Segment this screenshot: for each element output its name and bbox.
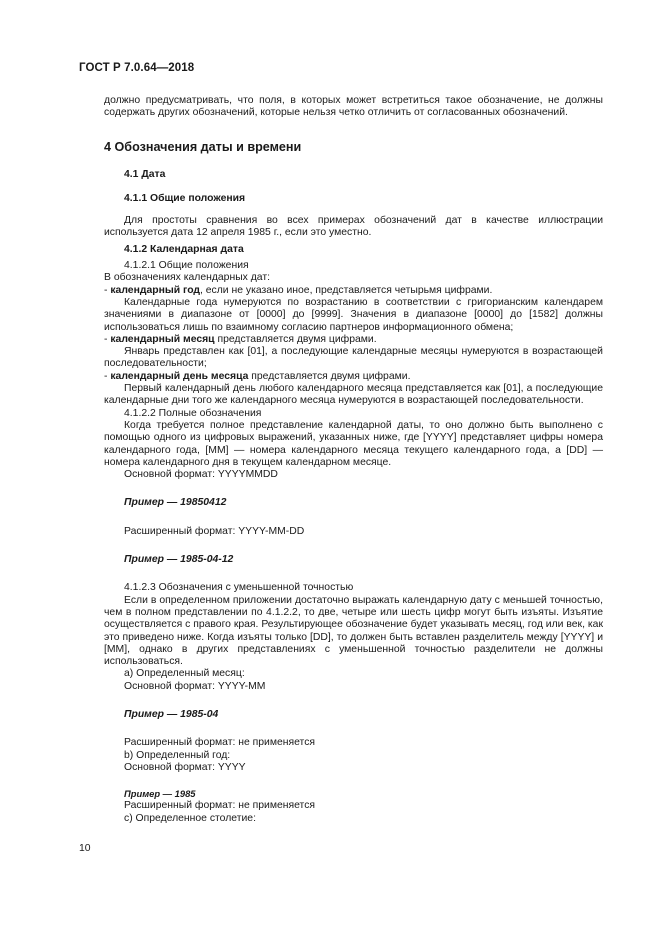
paragraph-january: Январь представлен как [01], а последующие календарные месяцы нумеруются в возрастающей последовательности;	[104, 346, 603, 370]
subsection-4-1-1: 4.1.1 Общие положения	[124, 192, 246, 204]
section-title: 4 Обозначения даты и времени	[104, 139, 302, 154]
subsection-4-1-2: 4.1.2 Календарная дата	[124, 243, 244, 255]
item-b: b) Определенный год:	[124, 749, 231, 761]
term-rest: , если не указано иное, представляется четырьмя цифрами.	[200, 284, 493, 296]
intro-paragraph: должно предусматривать, что поля, в которых может встретиться такое обозначение, не должны содержать других обозначений, которые нельзя четко отличить от согласованных обозначений.	[104, 95, 603, 119]
example-extended-full: Пример — 1985-04-12	[124, 554, 234, 566]
basic-format-b: Основной формат: YYYY	[124, 761, 246, 773]
paragraph-years: Календарные года нумеруются по возрастанию в соответствии с григорианским календарем значениями в диапазоне от [0000] до [9999]. Значения в диапазоне [0000] до [1582] должны использоваться лишь по взаимному согласию партнеров информационного обмена;	[104, 296, 603, 333]
item-a: a) Определенный месяц:	[124, 668, 245, 680]
term-calendar-year: календарный год	[110, 284, 200, 296]
paragraph-in-notation: В обозначениях календарных дат:	[104, 272, 271, 284]
page-number: 10	[79, 843, 91, 854]
paragraph-reduced: Если в определенном приложении достаточно выражать календарную дату с меньшей точностью, чем в полном представлении по 4.1.2.2, то две, четыре или шесть цифр могут быть изъяты. Изъятие осуществляется с правого края. Результирующее обозначение будет указывать месяц, год или век, как это приведено ниже. Когда изъяты только [DD], то должен быть вставлен разделитель между [YYYY] и [MM], однако в других представлениях с уменьшенной точностью разделители не должны использоваться.	[104, 594, 603, 668]
extended-format-full: Расширенный формат: YYYY-MM-DD	[124, 525, 305, 537]
dash: -	[104, 284, 111, 296]
basic-format-full: Основной формат: YYYYMMDD	[124, 469, 278, 481]
term-rest: представляется двумя цифрами.	[214, 333, 377, 345]
subsection-4-1-2-2: 4.1.2.2 Полные обозначения	[124, 407, 262, 419]
example-basic-full: Пример — 19850412	[124, 497, 227, 509]
basic-format-a: Основной формат: YYYY-MM	[124, 680, 266, 692]
document-body	[104, 95, 603, 825]
term-calendar-month: календарный месяц	[110, 333, 215, 345]
example-a: Пример — 1985-04	[124, 708, 219, 720]
list-item-month	[104, 334, 603, 346]
document-header: ГОСТ Р 7.0.64—2018	[79, 62, 195, 74]
list-item-year	[104, 285, 603, 297]
paragraph-first-day: Первый календарный день любого календарного месяца представляется как [01], а последующие календарные дни того же календарного месяца нумеруются в возрастающей последовательности.	[104, 383, 603, 407]
list-item-day	[104, 371, 603, 383]
term-calendar-day: календарный день месяца	[110, 370, 249, 382]
term-rest: представляется двумя цифрами.	[248, 370, 411, 382]
dash: -	[104, 370, 111, 382]
item-c: c) Определенное столетие:	[124, 812, 256, 824]
dash: -	[104, 333, 111, 345]
subsection-4-1: 4.1 Дата	[124, 168, 166, 180]
paragraph-4-1-1: Для простоты сравнения во всех примерах обозначений дат в качестве иллюстрации используется дата 12 апреля 1985 г., если это уместно.	[104, 215, 603, 239]
extended-na-b: Расширенный формат: не применяется	[124, 800, 316, 812]
example-b: Пример — 1985	[124, 788, 196, 800]
subsection-4-1-2-1: 4.1.2.1 Общие положения	[124, 260, 249, 272]
paragraph-full: Когда требуется полное представление календарной даты, то оно должно быть выполнено с помощью одного из цифровых выражений, указанных ниже, где [YYYY] представляет цифры номера календарного года, [MM] — номера календарного месяца текущего календарного года, а [DD] — номера календарного дня в текущем календарном месяце.	[104, 419, 603, 468]
subsection-4-1-2-3: 4.1.2.3 Обозначения с уменьшенной точностью	[124, 582, 354, 594]
extended-na-a: Расширенный формат: не применяется	[124, 737, 316, 749]
